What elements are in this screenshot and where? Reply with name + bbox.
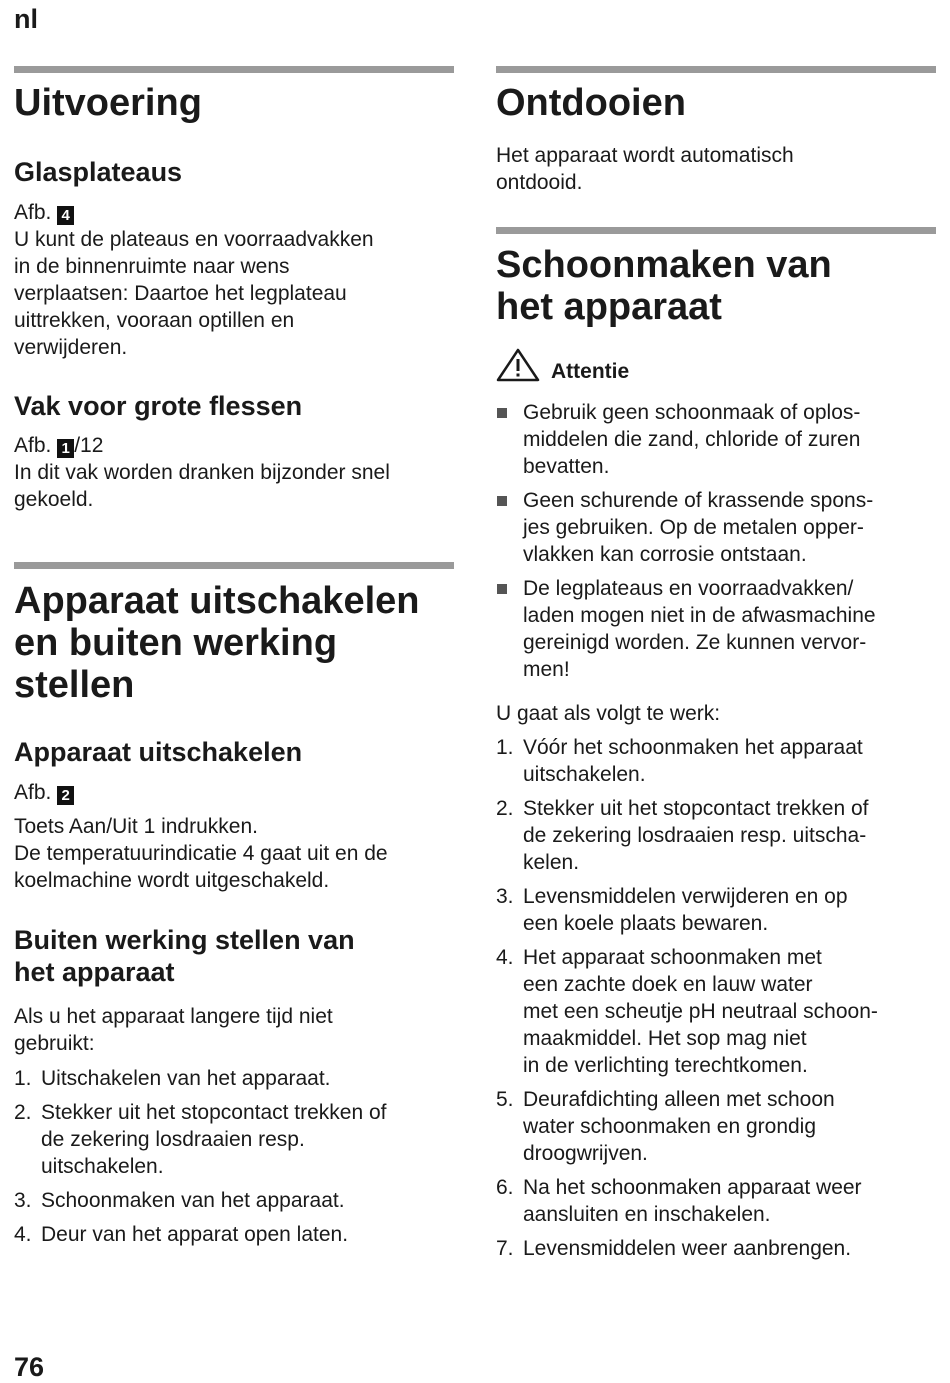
list-text: Na het schoonmaken apparaat weer aansluiten en inschakelen. [523,1176,862,1226]
list-number: 4. [14,1223,32,1246]
flessen-heading: Vak voor grote flessen [14,391,303,421]
section-divider [496,66,936,73]
ontdooien-text: Het apparaat wordt automatisch ontdooid. [496,144,794,194]
figure-number-badge: 4 [57,206,74,225]
list-text: Uitschakelen van het apparaat. [41,1067,331,1090]
schoonmaken-intro: U gaat als volgt te werk: [496,702,721,725]
warning-triangle-icon [496,348,540,382]
schoonmaken-heading: Schoonmaken van het apparaat [496,244,832,328]
figure-reference [14,199,74,226]
list-number: 6. [496,1176,514,1199]
apparaat-uitschakelen-heading: Apparaat uitschakelen [14,737,303,767]
list-item [496,795,936,876]
bullet-item [496,575,936,683]
list-item [496,1174,936,1228]
page-number: 76 [14,1352,45,1382]
ontdooien-heading: Ontdooien [496,82,686,124]
list-item [14,1187,454,1214]
buiten-werking-heading: Buiten werking stellen van het apparaat [14,925,355,987]
figure-reference-prefix: Afb. [14,201,52,224]
list-text: Deur van het apparat open laten. [41,1223,349,1246]
figure-reference-suffix: /12 [74,434,104,457]
bullet-text: De legplateaus en voorraadvakken/ laden mogen niet in de afwasmachine gereinigd worden. Ze kunnen vervor- men! [523,577,876,681]
figure-reference [14,779,74,806]
list-number: 3. [14,1189,32,1212]
figure-reference-prefix: Afb. [14,781,52,804]
list-text: Schoonmaken van het apparaat. [41,1189,345,1212]
list-text: Levensmiddelen weer aanbrengen. [523,1237,852,1260]
uitvoering-heading: Uitvoering [14,82,202,124]
list-item [496,944,936,1079]
list-number: 3. [496,885,514,908]
list-text: Het apparaat schoonmaken met een zachte doek en lauw water met een scheutje pH neutraal schoon- maakmiddel. Het sop mag niet in de verlichting terechtkomen. [523,946,878,1077]
buiten-werking-intro: Als u het apparaat langere tijd niet gebruikt: [14,1005,333,1055]
list-item [14,1065,454,1092]
bullet-item [496,487,936,568]
list-item [496,1235,936,1262]
list-number: 5. [496,1088,514,1111]
list-item [496,1086,936,1167]
list-number: 2. [496,797,514,820]
figure-number-badge: 1 [57,439,74,458]
list-text: Stekker uit het stopcontact trekken of de zekering losdraaien resp. uitschakelen. [41,1101,387,1178]
square-bullet-icon [497,584,507,594]
list-number: 2. [14,1101,32,1124]
list-number: 1. [496,736,514,759]
list-item [14,1221,454,1248]
uitschakelen-section-heading: Apparaat uitschakelen en buiten werking stellen [14,580,420,706]
flessen-text: In dit vak worden dranken bijzonder snel gekoeld. [14,461,390,511]
section-divider [14,562,454,569]
bullet-item [496,399,936,480]
language-code: nl [14,4,38,34]
section-divider [14,66,454,73]
list-text: Deurafdichting alleen met schoon water schoonmaken en grondig droogwrijven. [523,1088,835,1165]
figure-reference [14,432,103,459]
uitschakelen-text: Toets Aan/Uit 1 indrukken. De temperatuurindicatie 4 gaat uit en de koelmachine wordt uitgeschakeld. [14,815,388,892]
bullet-text: Geen schurende of krassende spons- jes gebruiken. Op de metalen opper- vlakken kan corrosie ontstaan. [523,489,874,566]
square-bullet-icon [497,496,507,506]
glasplateaus-heading: Glasplateaus [14,157,183,187]
attention-bullets [496,399,936,683]
figure-reference-prefix: Afb. [14,434,52,457]
list-text: Vóór het schoonmaken het apparaat uitschakelen. [523,736,863,786]
list-item [496,883,936,937]
section-divider [496,227,936,234]
list-text: Levensmiddelen verwijderen en op een koele plaats bewaren. [523,885,848,935]
buiten-werking-steps [14,1065,454,1248]
glasplateaus-text: U kunt de plateaus en voorraadvakken in de binnenruimte naar wens verplaatsen: Daartoe het legplateau uittrekken, vooraan optillen en verwijderen. [14,228,374,359]
list-text: Stekker uit het stopcontact trekken of de zekering losdraaien resp. uitscha- kelen. [523,797,869,874]
figure-number-badge: 2 [57,786,74,805]
bullet-text: Gebruik geen schoonmaak of oplos- middelen die zand, chloride of zuren bevatten. [523,401,861,478]
schoonmaken-steps [496,734,936,1262]
list-item [14,1099,454,1180]
attention-label: Attentie [551,360,630,383]
list-number: 7. [496,1237,514,1260]
square-bullet-icon [497,408,507,418]
list-item [496,734,936,788]
list-number: 1. [14,1067,32,1090]
list-number: 4. [496,946,514,969]
